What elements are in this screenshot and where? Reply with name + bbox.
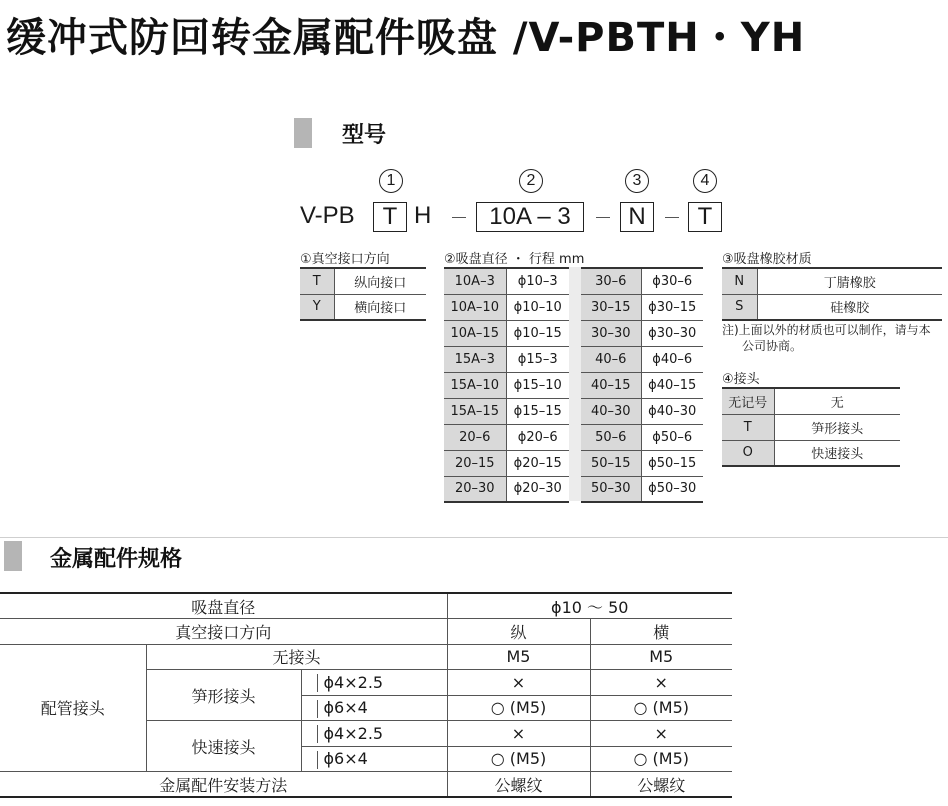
table-row (444, 398, 569, 424)
tube-size (301, 695, 447, 721)
pipe-joint-label: 配管接头 (0, 644, 146, 772)
tube-size-text: ϕ6×4 (323, 698, 368, 717)
option-code: 40–30 (581, 398, 641, 424)
vertical-header: 纵 (447, 619, 590, 645)
option-code: 50–15 (581, 450, 641, 476)
mount-method-label: 金属配件安装方法 (0, 772, 447, 798)
option-code: 50–6 (581, 424, 641, 450)
cell-value: 公螺纹 (590, 772, 732, 798)
spec-heading: 金属配件规格 (50, 547, 183, 572)
option-code: 30–15 (581, 294, 641, 320)
option-desc: 丁腈橡胶 (757, 268, 942, 294)
table-row (444, 268, 569, 294)
model-box-joint: T (688, 202, 722, 232)
cell-value: × (590, 670, 732, 696)
option-code: T (722, 414, 774, 440)
model-box-direction: T (373, 202, 407, 232)
option-code: 50–30 (581, 476, 641, 502)
option-code: 15A–10 (444, 372, 506, 398)
model-diameter-code: 10A (489, 203, 531, 230)
option-desc: 硅橡胶 (757, 294, 942, 320)
section-marker (294, 118, 312, 148)
option-desc: 笋形接头 (774, 414, 900, 440)
page-title: 缓冲式防回转金属配件吸盘 /V-PBTH・YH (6, 15, 806, 61)
position-marker-4: 4 (693, 169, 717, 193)
port-direction-title: ①真空接口方向 (300, 252, 390, 267)
option-code: 15A–3 (444, 346, 506, 372)
option-code: 10A–15 (444, 320, 506, 346)
option-code: N (722, 268, 757, 294)
cell-value: × (447, 670, 590, 696)
horizontal-header: 横 (590, 619, 732, 645)
option-code: 20–6 (444, 424, 506, 450)
model-prefix: V-PB (300, 202, 355, 229)
port-direction-table (300, 267, 426, 321)
cell-value: ○ (M5) (447, 746, 590, 772)
option-code: O (722, 440, 774, 466)
table-row (444, 294, 569, 320)
cell-value: ○ (M5) (447, 695, 590, 721)
option-desc: ϕ20–30 (506, 476, 569, 502)
option-code: 10A–3 (444, 268, 506, 294)
option-code: 无记号 (722, 388, 774, 414)
cell-value: 公螺纹 (447, 772, 590, 798)
material-note-line2: 公司协商。 (742, 339, 803, 353)
model-stroke-code: 3 (557, 203, 571, 230)
table-row (444, 476, 569, 502)
pad-diameter-table-right (581, 267, 703, 503)
option-desc: ϕ30–15 (641, 294, 703, 320)
position-marker-3: 3 (625, 169, 649, 193)
option-desc: ϕ30–30 (641, 320, 703, 346)
option-desc: ϕ40–6 (641, 346, 703, 372)
table-row (581, 320, 703, 346)
option-desc: ϕ15–3 (506, 346, 569, 372)
table-row (581, 346, 703, 372)
cell-separator (312, 700, 318, 718)
tube-size (301, 746, 447, 772)
cell-separator (312, 725, 318, 743)
cell-value: × (447, 721, 590, 747)
option-code: 15A–15 (444, 398, 506, 424)
cell-value: M5 (590, 644, 732, 670)
tube-size-text: ϕ6×4 (323, 749, 368, 768)
table-row (444, 372, 569, 398)
table-row (300, 268, 426, 294)
table-row (581, 476, 703, 502)
option-desc: ϕ15–10 (506, 372, 569, 398)
table-row (0, 772, 732, 798)
barb-joint-label: 笋形接头 (146, 670, 301, 721)
option-desc: ϕ20–15 (506, 450, 569, 476)
table-row (581, 398, 703, 424)
tube-size-text: ϕ4×2.5 (323, 723, 384, 743)
pad-diameter-value: ϕ10 ～ 50 (447, 593, 732, 619)
option-desc: 横向接口 (334, 294, 426, 320)
option-code: 20–15 (444, 450, 506, 476)
model-mid: H (414, 202, 432, 229)
table-row (444, 346, 569, 372)
section-divider (0, 537, 948, 538)
material-note-line1: 注)上面以外的材质也可以制作，请与本 (722, 323, 931, 337)
position-marker-1: 1 (379, 169, 403, 193)
table-row (0, 593, 732, 619)
option-desc: ϕ40–15 (641, 372, 703, 398)
table-row (722, 414, 900, 440)
tube-size-text: ϕ4×2.5 (323, 672, 384, 692)
table-row (581, 450, 703, 476)
table-spacer (569, 267, 581, 501)
model-heading: 型号 (342, 123, 387, 148)
model-box-material: N (620, 202, 654, 232)
spec-table (0, 592, 732, 798)
model-diameter-dash: – (537, 203, 551, 230)
option-desc: ϕ30–6 (641, 268, 703, 294)
option-desc: 无 (774, 388, 900, 414)
option-desc: ϕ50–30 (641, 476, 703, 502)
option-code: Y (300, 294, 334, 320)
option-code: 10A–10 (444, 294, 506, 320)
table-row (444, 450, 569, 476)
model-dash (665, 217, 679, 218)
option-desc: ϕ50–6 (641, 424, 703, 450)
model-dash (596, 217, 610, 218)
pad-diameter-table-left (444, 267, 569, 503)
table-row (722, 294, 942, 320)
position-marker-2: 2 (519, 169, 543, 193)
option-desc: 纵向接口 (334, 268, 426, 294)
table-row (444, 424, 569, 450)
table-row (581, 268, 703, 294)
option-desc: ϕ50–15 (641, 450, 703, 476)
pad-diameter-label: 吸盘直径 (0, 593, 447, 619)
table-row (722, 440, 900, 466)
option-code: 30–30 (581, 320, 641, 346)
table-row (0, 619, 732, 645)
pad-diameter-title: ②吸盘直径 ・ 行程 mm (444, 252, 585, 267)
cell-value: M5 (447, 644, 590, 670)
model-box-diameter (476, 202, 584, 232)
model-dash (452, 217, 466, 218)
rubber-material-table (722, 267, 942, 321)
table-row (722, 388, 900, 414)
cell-separator (312, 751, 318, 769)
cell-value: × (590, 721, 732, 747)
option-code: 40–6 (581, 346, 641, 372)
cell-value: ○ (M5) (590, 695, 732, 721)
section-marker (4, 541, 22, 571)
rubber-material-title: ③吸盘橡胶材质 (722, 252, 812, 267)
joint-table (722, 387, 900, 467)
cell-separator (312, 674, 318, 692)
option-desc: ϕ40–30 (641, 398, 703, 424)
table-row (300, 294, 426, 320)
port-direction-label: 真空接口方向 (0, 619, 447, 645)
tube-size (301, 670, 447, 696)
option-code: T (300, 268, 334, 294)
option-code: 40–15 (581, 372, 641, 398)
table-row (581, 424, 703, 450)
joint-title: ④接头 (722, 372, 760, 387)
table-row (0, 644, 732, 670)
option-code: 30–6 (581, 268, 641, 294)
option-code: 20–30 (444, 476, 506, 502)
cell-value: ○ (M5) (590, 746, 732, 772)
table-row (581, 294, 703, 320)
option-desc: ϕ15–15 (506, 398, 569, 424)
quick-joint-label: 快速接头 (146, 721, 301, 772)
option-desc: ϕ10–15 (506, 320, 569, 346)
no-joint-label: 无接头 (146, 644, 447, 670)
table-row (444, 320, 569, 346)
option-desc: ϕ10–3 (506, 268, 569, 294)
option-desc: ϕ10–10 (506, 294, 569, 320)
option-desc: 快速接头 (774, 440, 900, 466)
option-code: S (722, 294, 757, 320)
table-row (581, 372, 703, 398)
option-desc: ϕ20–6 (506, 424, 569, 450)
tube-size (301, 721, 447, 747)
table-row (722, 268, 942, 294)
